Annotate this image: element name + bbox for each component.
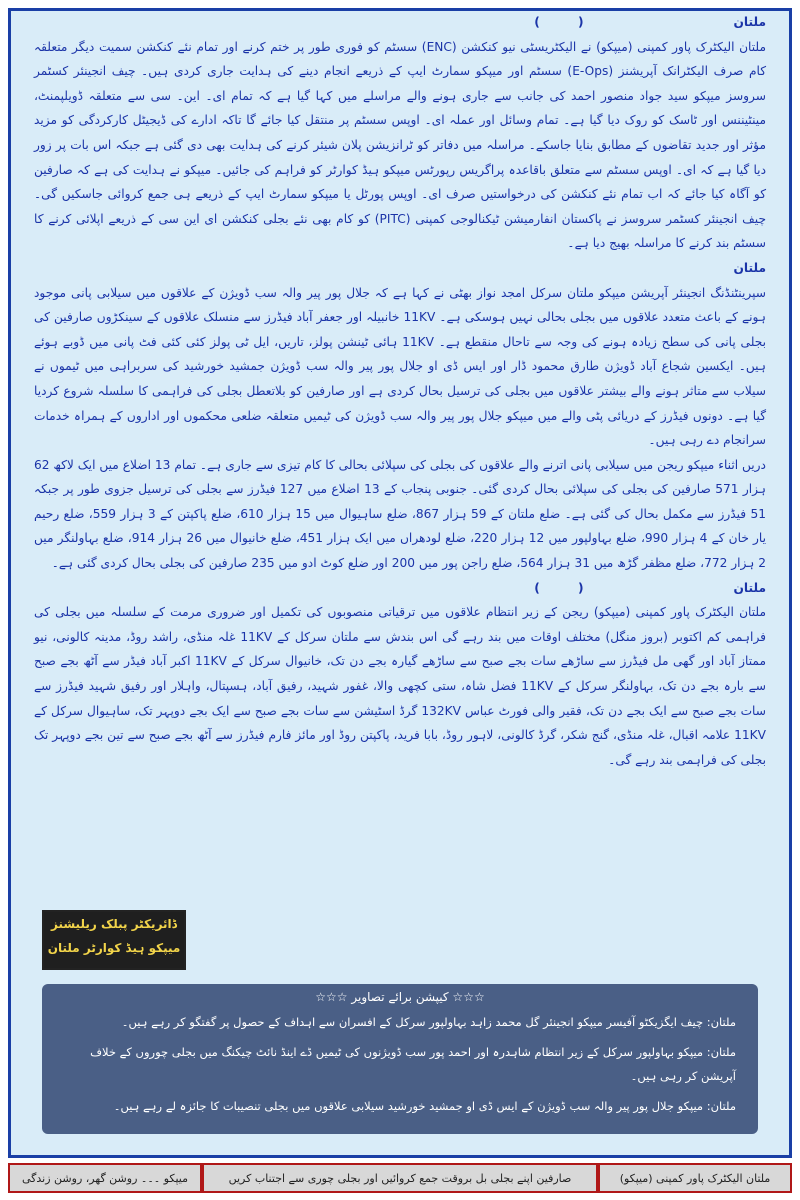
footer-company: ملتان الیکٹرک پاور کمپنی (میپکو) [596,1165,790,1191]
news-paragraph: دریں اثناء میپکو ریجن میں سیلابی پانی اترنے والے علاقوں کی بجلی کی سپلائی بحالی کا کام تیزی سے جاری ہے۔ تمام 13 اضلاع میں ایک لاکھ 62 ہزار 571 صارفین کی بجلی کی سپلائی بحال کردی گئی۔ جنوبی پنجاب کے 13 اضلاع میں 127 فیڈرز سے بجلی کی ترسیل جزوی طور پر جبکہ 51 فیڈرز سے مکمل بحال کی گئی ہے۔ ضلع ملتان کے 59 ہزار 867، ضلع ساہیوال میں 15 ہزار 610، ضلع پاکپتن کے 3 ہزار 559، ضلع رحیم یار خان کے 4 ہزار 990، ضلع بہاولپور میں 12 ہزار 220، ضلع لودھراں میں ایک ہزار 451، ضلع خانیوال میں 26 ہزار 914، ضلع بہاولنگر میں 2 ہزار 772، ضلع مظفر گڑھ میں 31 ہزار 564، ضلع راجن پور میں 200 اور ضلع کوٹ ادو میں 235 صارفین کی بجلی بحال کردی گئی ہے۔ [34,457,767,571]
dateline-city: ملتان [733,580,766,595]
press-release-body [34,10,766,772]
caption-line: ملتان: میپکو بہاولپور سرکل کے زیر انتظام شاہدرہ اور احمد پور سب ڈویژنوں کی ٹیمیں ڈے اینڈ نائٹ چیکنگ میں بجلی چوروں کے خلاف آپریشن کر رہی ہیں۔ [90,1045,736,1083]
signature-office: میپکو ہیڈ کوارٹر ملتان [47,941,181,955]
dateline-2 [34,256,766,281]
footer-bar [8,1163,792,1193]
dateline-3 [34,576,766,601]
dateline-1 [34,10,766,35]
signature-title: ڈائریکٹر پبلک ریلیشنز [50,917,177,931]
news-paragraph: ملتان الیکٹرک پاور کمپنی (میپکو) نے الیکٹریسٹی نیو کنکشن (ENC) سسٹم کو فوری طور پر ختم کرنے اور تمام نئے کنکشن سمیت دیگر متعلقہ کام صرف الیکٹرانک آپریشنز (E-Ops) سسٹم اور میپکو سمارٹ ایپ کے ذریعے انجام دینے کی ہدایت جاری کردی ہیں۔ چیف انجینئر کسٹمر سروسز میپکو سید جواد منصور احمد کی جانب سے جاری ہونے والے مراسلے میں کہا گیا ہے کہ تمام ای۔ این۔ سی سے متعلقہ ڈویلپمنٹ، مینٹیننس اور ٹاسک کو روک دیا گیا ہے۔ تمام وسائل اور عملہ ای۔ اوپس سسٹم پر منتقل کیا جائے گا تاکہ ادارے کی ڈیجیٹل کارکردگی کو مزید مؤثر اور جدید تقاضوں کے مطابق بنایا جاسکے۔ مراسلہ میں دفاتر کو ٹرانزیشن پلان شیئر کرنے کی ہدایت بھی دی گئی ہے جبکہ اس بات پر زور دیا گیا ہے کہ ای۔ اوپس سسٹم سے متعلق باقاعدہ پراگریس رپورٹس میپکو ہیڈ کوارٹر کو فراہم کی جائیں۔ میپکو نے ہدایت کی ہے کہ صارفین کو آگاہ کیا جائے کہ اب تمام نئے کنکشن کی درخواستیں صرف ای۔ اوپس پورٹل یا میپکو سمارٹ ایپ کے ذریعے ہی جمع کروائی جاسکیں گی۔ چیف انجینئر کسٹمر سروسز نے پاکستان انفارمیشن ٹیکنالوجی کمپنی (PITC) کو کام بھی نئے بجلی کنکشن ای این سی کے ذریعے اپلائی کرنے کا سسٹم بند کرنے کا مراسلہ بھیج دیا ہے۔ [34,39,766,251]
news-paragraph: ملتان الیکٹرک پاور کمپنی (میپکو) ریجن کے زیر انتظام علاقوں میں ترقیاتی منصوبوں کی تکمیل اور ضروری مرمت کے سلسلہ میں بجلی کی فراہمی کم اکتوبر (بروز منگل) مختلف اوقات میں بند رہے گی اس بندش سے ملتان سرکل کے 11KV غلہ منڈی، راشد روڈ، مدینہ کالونی، نیو ممتاز آباد اور گھی مل فیڈرز سے ساڑھے سات بجے صبح سے ساڑھے گیارہ بجے دن تک، خانیوال سرکل کے 11KV اکبر آباد فیڈر سے آٹھ بجے صبح سے بارہ بجے دن تک، بہاولنگر سرکل کے 11KV فضل شاہ، ستی کچھی والا، غفور شہید، رفیق آباد، ہسپتال، واہلار اور رفیق شہید فیڈرز سے سات بجے صبح سے ایک بجے دن تک، فقیر والی فورٹ عباس 132KV گرڈ اسٹیشن سے سات بجے صبح سے ایک بجے دوپہر تک، ساہیوال سرکل کے 11KV علامہ اقبال، غلہ منڈی، گنج شکر، گرڈ کالونی، لاہور روڈ، بابا فرید، پاکپتن روڈ اور مائز فارم فیڈرز سے آٹھ بجے صبح سے تین بجے دوپہر تک بجلی کی فراہمی بند رہے گی۔ [34,605,766,767]
dateline-date: ( ) [534,15,584,29]
dateline-city: ملتان [733,15,766,29]
caption-line: ملتان: میپکو جلال پور پیر والہ سب ڈویژن کے ایس ڈی او جمشید خورشید سیلابی علاقوں میں بجلی تنصیبات کا جائزہ لے رہے ہیں۔ [113,1099,736,1113]
captions-title: ☆☆☆ کیپشن برائے تصاویر ☆☆☆ [315,990,485,1004]
signature-stamp [42,910,186,970]
photo-captions-box [42,984,758,1134]
footer-slogan: میپکو ۔۔۔ روشن گھر، روشن زندگی [22,1171,189,1185]
dateline-date: ( ) [534,580,584,595]
dateline-city: ملتان [733,260,766,275]
footer-message: صارفین اپنے بجلی بل بروقت جمع کروائیں اور بجلی چوری سے اجتناب کریں [200,1165,596,1191]
caption-line: ملتان: چیف ایگزیکٹو آفیسر میپکو انجینئر گل محمد زاہد بہاولپور سرکل کے افسران سے اہداف کے حصول پر گفتگو کر رہے ہیں۔ [121,1015,736,1029]
news-paragraph: سپرینٹنڈنگ انجینئر آپریشن میپکو ملتان سرکل امجد نواز بھٹی نے کہا ہے کہ جلال پور پیر والہ سب ڈویژن کے علاقوں میں سیلابی پانی موجود ہونے کے باعث متعدد علاقوں میں بجلی بحالی نہیں ہوسکی ہے۔ 11KV خانبیلہ اور جعفر آباد فیڈرز سے منسلک علاقوں کے سینکڑوں صارفین کی بجلی پانی کی سطح زیادہ ہونے کی وجہ سے تاحال منقطع ہے۔ 11KV ہائی ٹینشن پولز، تاریں، ایل ٹی پولز کئی کئی فٹ پانی میں ڈوبے ہوئے ہیں۔ ایکسین شجاع آباد ڈویژن طارق محمود ڈار اور ایس ڈی او جلال پور پیر والہ سب ڈویژن جمشید خورشید کی سربراہی میں ٹیموں نے سیلاب سے متاثر ہونے والے بیشتر علاقوں میں بجلی کی ترسیل بحال کردی ہے اور صارفین کو بلاتعطل بجلی کی فراہمی کا سلسلہ شروع کردیا گیا ہے۔ دونوں فیڈرز کے دریائی پٹی والے میں میپکو جلال پور پیر والہ سب ڈویژن کی ٹیمیں متعلقہ ضلعی محکموں اور اداروں کے ہمراہ خدمات سرانجام دے رہی ہیں۔ [34,285,766,448]
